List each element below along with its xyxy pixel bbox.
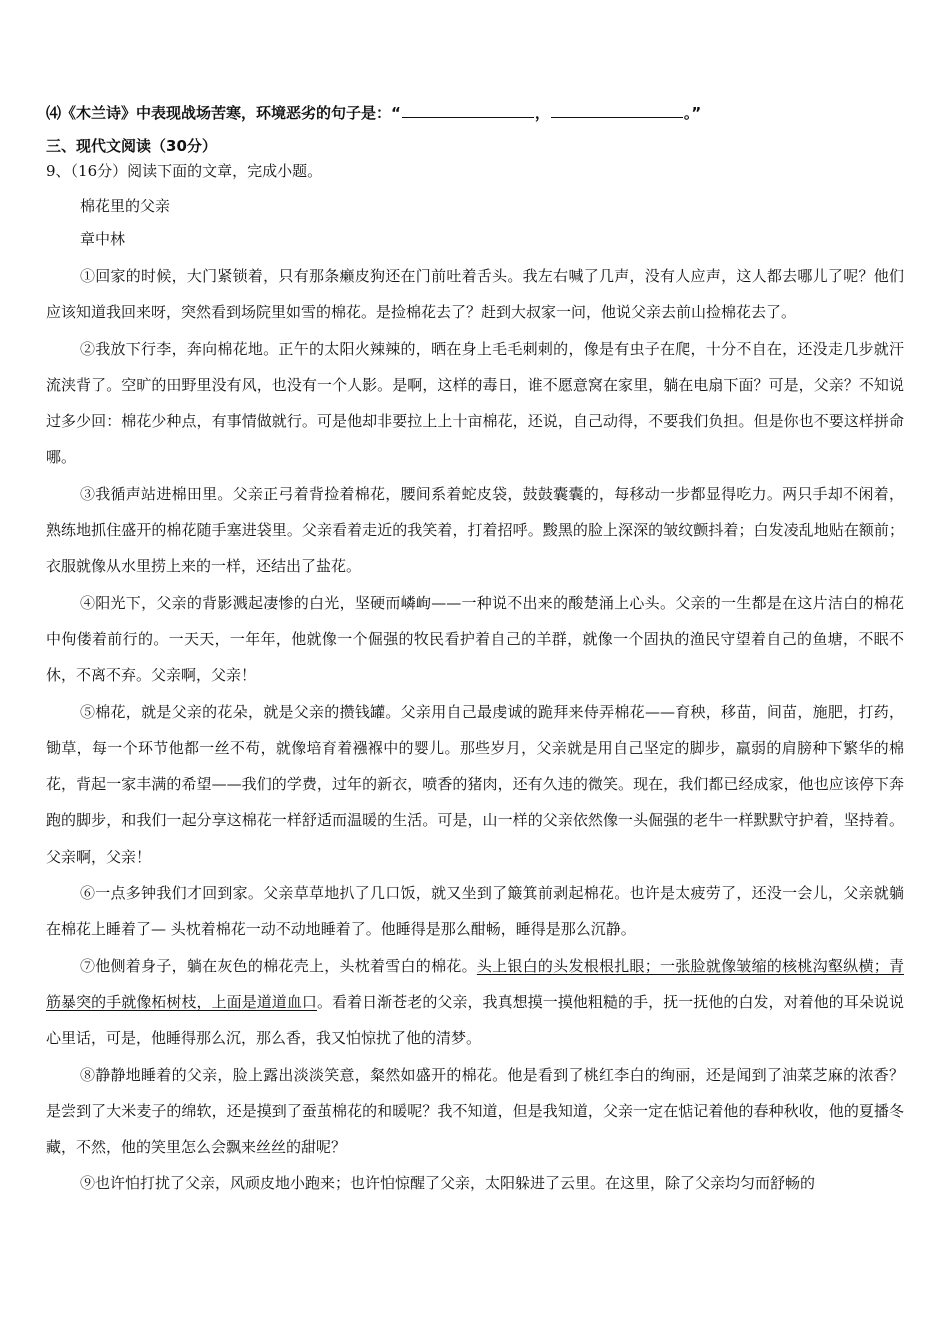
paragraph-8: ⑧静静地睡着的父亲，脸上露出淡淡笑意，粲然如盛开的棉花。他是看到了桃红李白的绚丽，还是闻到了油菜芝麻的浓香？是尝到了大米麦子的绵软，还是摸到了蚕茧棉花的和暖呢？我不知道，但是我知道，父亲一定在惦记着他的春种秋收，他的夏播冬藏，不然，他的笑里怎么会飘来丝丝的甜呢？ (46, 1065, 904, 1157)
paragraph-2: ②我放下行李，奔向棉花地。正午的太阳火辣辣的，晒在身上毛毛刺刺的，像是有虫子在爬，十分不自在，还没走几步就汗流浃背了。空旷的田野里没有风，也没有一个人影。是啊，这样的毒日，谁不愿意窝在家里，躺在电扇下面？可是，父亲？不知说过多少回：棉花少种点，有事情做就行。可是他却非要拉上上十亩棉花，还说，自己动得，不要我们负担。但是你也不要这样拼命哪。 (46, 339, 904, 467)
paragraph-1: ①回家的时候，大门紧锁着，只有那条癞皮狗还在门前吐着舌头。我左右喊了几声，没有人应声，这人都去哪儿了呢？他们应该知道我回来呀，突然看到场院里如雪的棉花。是捡棉花去了？赶到大叔家一问，他说父亲去前山捡棉花去了。 (46, 267, 904, 322)
article-body (46, 258, 904, 1202)
article-title: 棉花里的父亲 (80, 197, 171, 215)
answer-blank-1[interactable] (402, 102, 534, 118)
question-4 (46, 101, 906, 125)
question-4-text: ⑷《木兰诗》中表现战场苦寒，环境恶劣的句子是：“ (46, 104, 401, 122)
paragraph-7 (46, 948, 904, 1057)
paragraph-7-before: ⑦他侧着身子，躺在灰色的棉花壳上，头枕着雪白的棉花。 (80, 956, 477, 975)
paragraph-7-underlined-sentence: 头上银白的头发根根扎眼；一张脸就像皱缩的核桃沟壑纵横；青筋暴突的手就像柘树枝，上面是道道血口 (46, 956, 904, 1011)
question-4-ending: 。” (683, 104, 702, 122)
section-heading: 三、现代文阅读（30分） (46, 137, 217, 155)
paragraph-4: ④阳光下，父亲的背影溅起凄惨的白光，坚硬而嶙峋——一种说不出来的酸楚涌上心头。父亲的一生都是在这片洁白的棉花中佝偻着前行的。一天天，一年年，他就像一个倔强的牧民看护着自己的羊群，就像一个固执的渔民守望着自己的鱼塘，不眠不休，不离不弃。父亲啊，父亲！ (46, 593, 904, 685)
paragraph-5: ⑤棉花，就是父亲的花朵，就是父亲的攒钱罐。父亲用自己最虔诚的跪拜来侍弄棉花——育秧，移苗，间苗，施肥，打药，锄草，每一个环节他都一丝不苟，就像培育着襁褓中的婴儿。那些岁月，父亲就是用自己坚定的脚步，羸弱的肩膀种下繁华的棉花，背起一家丰满的希望——我们的学费，过年的新衣，喷香的猪肉，还有久违的微笑。现在，我们都已经成家，他也应该停下奔跑的脚步，和我们一起分享这棉花一样舒适而温暖的生活。可是，山一样的父亲依然像一头倔强的老牛一样默默守护着，坚持着。父亲啊，父亲！ (46, 702, 904, 866)
paragraph-9: ⑨也许怕打扰了父亲，风顽皮地小跑来；也许怕惊醒了父亲，太阳躲进了云里。在这里，除了父亲均匀而舒畅的 (80, 1174, 816, 1193)
paragraph-3: ③我循声站进棉田里。父亲正弓着背捡着棉花，腰间系着蛇皮袋，鼓鼓囊囊的，每移动一步都显得吃力。两只手却不闲着，熟练地抓住盛开的棉花随手塞进袋里。父亲看着走近的我笑着，打着招呼。黢黑的脸上深深的皱纹颤抖着；白发凌乱地贴在额前；衣服就像从水里捞上来的一样，还结出了盐花。 (46, 484, 904, 576)
article-author: 章中林 (80, 230, 126, 248)
question-9-prompt: 9、（16分）阅读下面的文章，完成小题。 (46, 162, 323, 180)
answer-blank-2[interactable] (551, 102, 683, 118)
question-4-separator: ， (534, 104, 550, 122)
paragraph-7-after: 。看着日渐苍老的父亲，我真想摸一摸他粗糙的手，抚一抚他的白发，对着他的耳朵说说心里话，可是，他睡得那么沉，那么香，我又怕惊扰了他的清梦。 (46, 992, 904, 1048)
paragraph-6: ⑥一点多钟我们才回到家。父亲草草地扒了几口饭，就又坐到了簸箕前剥起棉花。也许是太疲劳了，还没一会儿，父亲就躺在棉花上睡着了— 头枕着棉花一动不动地睡着了。他睡得是那么酣畅，睡得是那么沉静。 (46, 884, 904, 939)
